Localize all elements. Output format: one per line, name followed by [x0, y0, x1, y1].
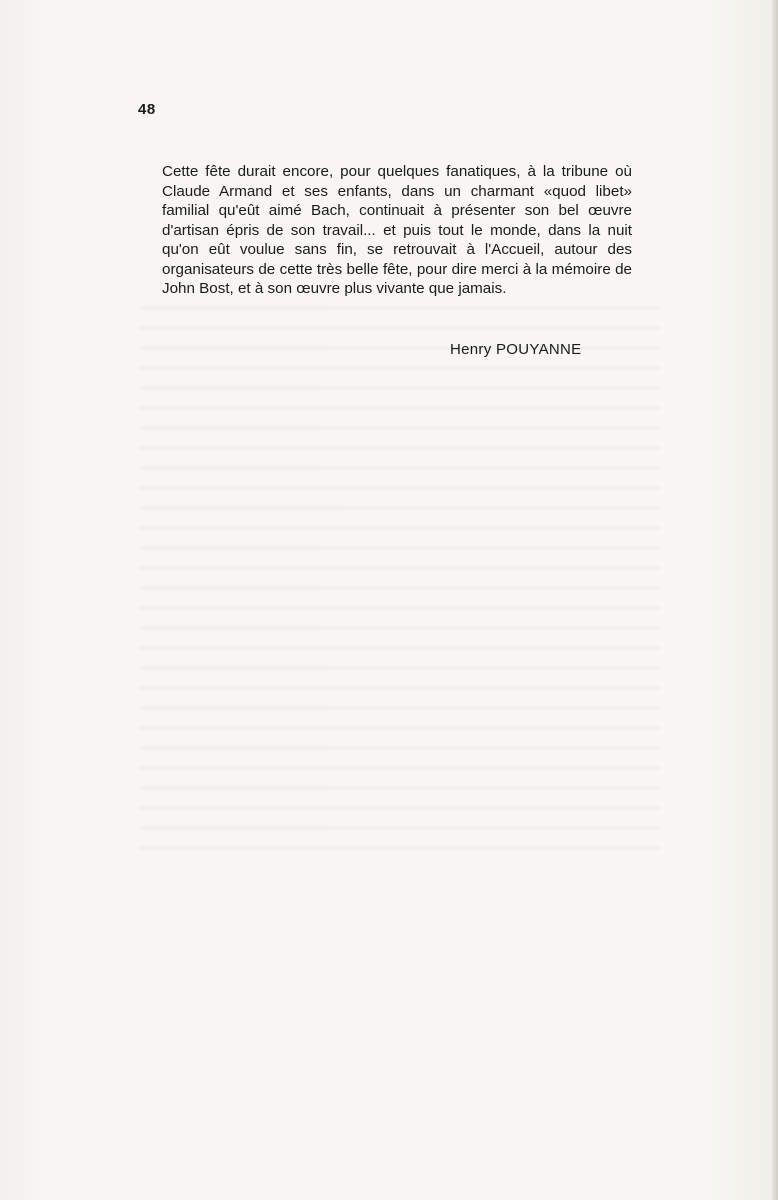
show-through-texture	[140, 295, 660, 855]
page-edge	[772, 0, 778, 1200]
page-number: 48	[138, 101, 156, 118]
body-paragraph: Cette fête durait encore, pour quelques fanatiques, à la tribune où Claude Armand et ses enfants, dans un charmant «quod libet» familial qu'eût aimé Bach, continuait à présenter son bel œuvre d'artisan épris de son travail... et puis tout le monde, dans la nuit qu'on eût voulue sans fin, se retrouvait à l'Accueil, autour des organisateurs de cette très belle fête, pour dire merci à la mémoire de John Bost, et à son œuvre plus vivante que jamais.	[162, 163, 632, 297]
author-signature: Henry POUYANNE	[450, 341, 582, 358]
